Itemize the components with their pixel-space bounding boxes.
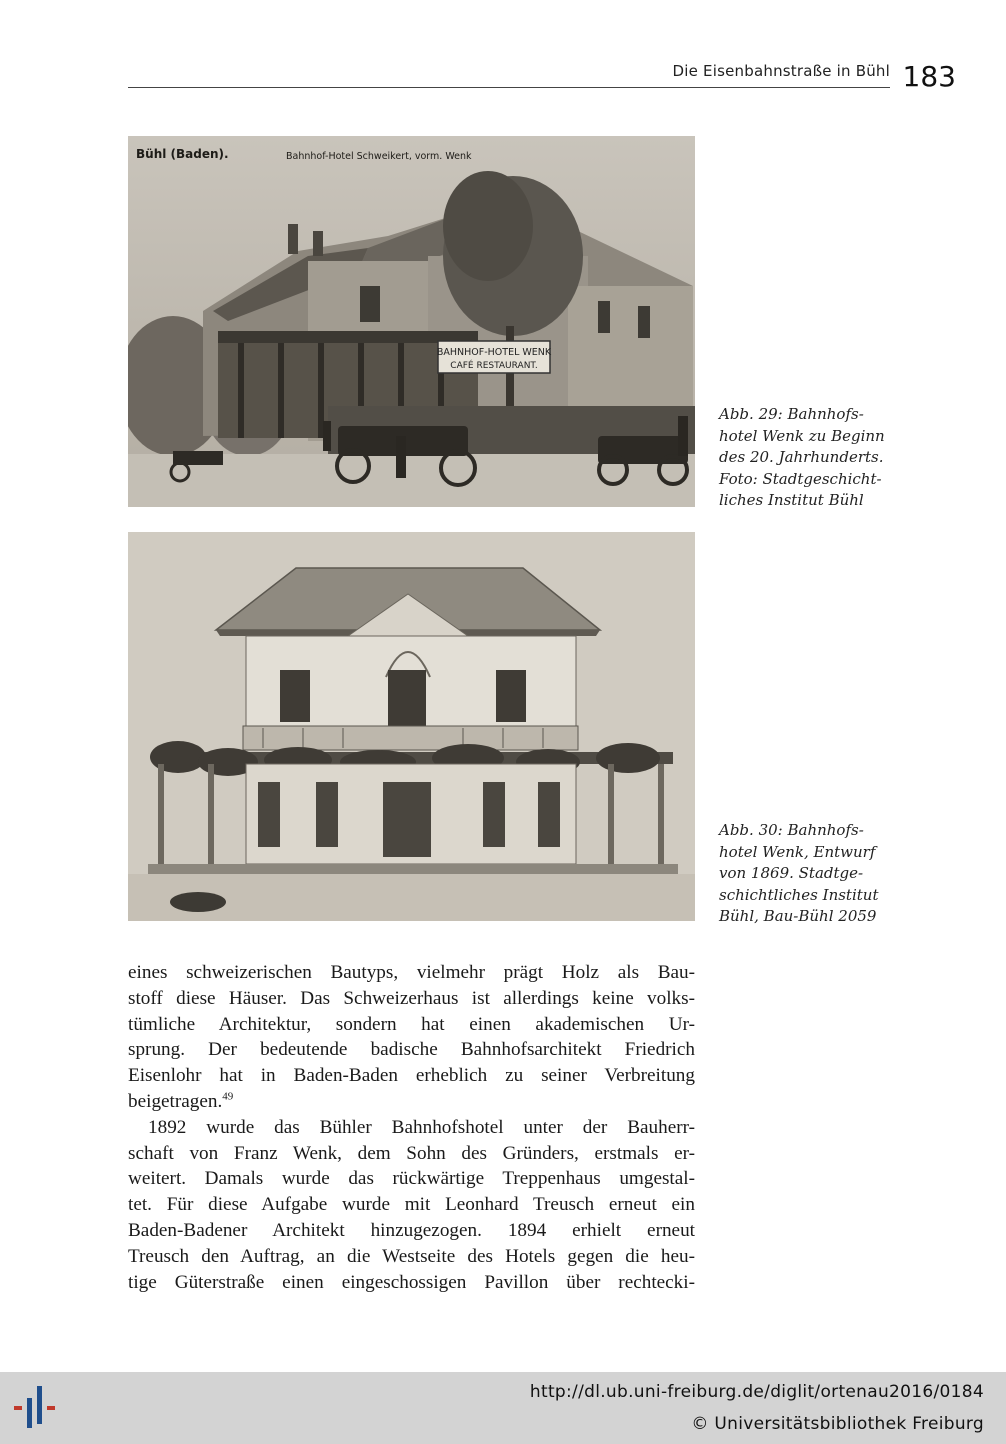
text-line: beigetragen. xyxy=(128,1090,223,1112)
text-line: sprung. Der bedeutende badische Bahnhofsarchitekt Friedrich xyxy=(128,1039,695,1061)
page-header xyxy=(128,60,956,100)
figure-architectural-drawing xyxy=(128,532,695,921)
postcard-sign-line2: CAFÉ RESTAURANT. xyxy=(450,361,538,371)
library-logo-icon xyxy=(14,1386,64,1430)
text-line: Treusch den Auftrag, an die Westseite des Hotels gegen die heu- xyxy=(128,1245,695,1267)
text-line: weitert. Damals wurde das rückwärtige Treppenhaus umgestal- xyxy=(128,1168,695,1190)
running-title: Die Eisenbahnstraße in Bühl xyxy=(672,62,890,80)
text-line: 1892 wurde das Bühler Bahnhofshotel unter der Bauherr- xyxy=(148,1116,695,1138)
caption-line: Abb. 29: Bahnhofs- xyxy=(719,405,864,423)
caption-line: Abb. 30: Bahnhofs- xyxy=(719,821,864,839)
header-rule xyxy=(128,87,890,88)
figure-caption-29 xyxy=(719,404,899,512)
postcard-sign-line1: BAHNHOF-HOTEL WENK xyxy=(436,347,552,358)
postcard-place: Bühl (Baden). xyxy=(136,147,229,161)
text-line: tige Güterstraße einen eingeschossigen Pavillon über rechtecki- xyxy=(128,1271,695,1293)
footnote-ref[interactable]: 49 xyxy=(222,1090,234,1103)
figure-postcard-photo xyxy=(128,136,695,507)
text-line: tet. Für diese Aufgabe wurde mit Leonhard Treusch erneut ein xyxy=(128,1194,695,1216)
text-line: tümliche Architektur, sondern hat einen akademischen Ur- xyxy=(128,1013,695,1035)
text-line: Baden-Badener Architekt hinzugezogen. 1894 erhielt erneut xyxy=(128,1219,695,1241)
text-line: stoff diese Häuser. Das Schweizerhaus ist allerdings keine volks- xyxy=(128,987,695,1009)
caption-line: des 20. Jahrhunderts. xyxy=(719,448,884,466)
text-line: eines schweizerischen Bautyps, vielmehr prägt Holz als Bau- xyxy=(128,962,695,983)
caption-line: Bühl, Bau-Bühl 2059 xyxy=(719,907,877,925)
postcard-photo-image xyxy=(128,136,695,507)
text-line: schaft von Franz Wenk, dem Sohn des Gründers, erstmals er- xyxy=(128,1142,695,1164)
text-line: Eisenlohr hat in Baden-Baden erheblich zu seiner Verbreitung xyxy=(128,1065,695,1087)
caption-line: von 1869. Stadtge- xyxy=(719,864,864,882)
postcard-title: Bahnhof-Hotel Schweikert, vorm. Wenk xyxy=(286,151,472,162)
body-text xyxy=(128,960,695,1295)
page-number: 183 xyxy=(902,60,956,93)
caption-line: schichtliches Institut xyxy=(719,885,879,904)
page-footer xyxy=(0,1372,1006,1444)
footer-copyright: © Universitätsbibliothek Freiburg xyxy=(691,1414,984,1434)
figure-caption-30 xyxy=(719,820,899,928)
caption-line: Foto: Stadtgeschicht- xyxy=(719,469,882,488)
footer-url-link[interactable]: http://dl.ub.uni-freiburg.de/diglit/ortenau2016/0184 xyxy=(529,1382,984,1402)
caption-line: hotel Wenk, Entwurf xyxy=(719,842,876,861)
text-line-with-footnote xyxy=(128,1089,695,1115)
caption-line: liches Institut Bühl xyxy=(719,491,864,509)
architectural-drawing-image xyxy=(128,532,695,921)
caption-line: hotel Wenk zu Beginn xyxy=(719,426,885,445)
